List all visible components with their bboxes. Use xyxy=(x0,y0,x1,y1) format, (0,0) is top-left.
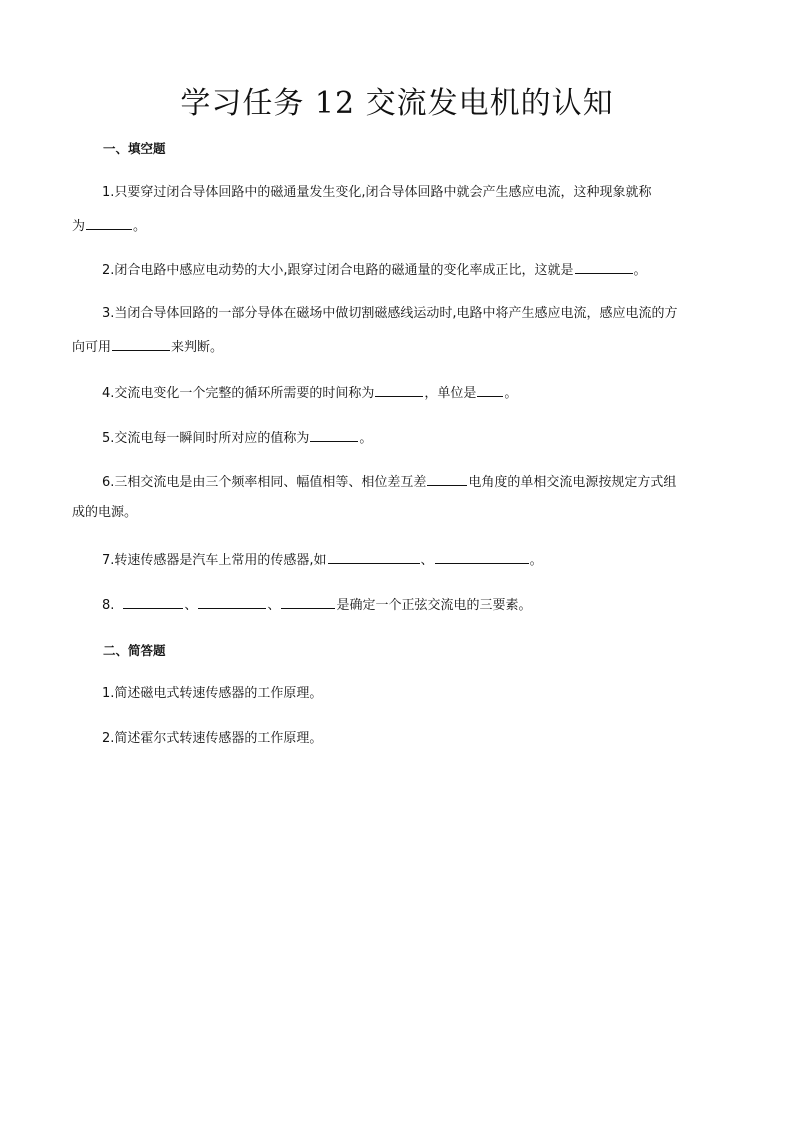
answer-blank-7b[interactable] xyxy=(435,549,529,564)
question-7-sep: 、 xyxy=(420,553,434,568)
question-8-sep1: 、 xyxy=(184,598,198,613)
question-3-end: 来判断。 xyxy=(171,340,224,355)
question-1 xyxy=(72,183,722,235)
question-4-end: 。 xyxy=(504,386,518,401)
question-5-text: 5.交流电每一瞬间时所对应的值称为 xyxy=(102,431,310,446)
question-4-mid: ，单位是 xyxy=(424,386,477,401)
question-4 xyxy=(72,382,722,402)
answer-blank-6[interactable] xyxy=(427,471,467,486)
question-6-text-cont: 成的电源。 xyxy=(72,505,138,520)
short-answer-1-text: 1.简述磁电式转速传感器的工作原理。 xyxy=(102,686,323,701)
question-5-end: 。 xyxy=(359,431,373,446)
answer-blank-5[interactable] xyxy=(310,427,358,442)
short-answer-1 xyxy=(72,684,722,704)
answer-blank-7a[interactable] xyxy=(328,549,420,564)
question-6-text-after: 电角度的单相交流电源按规定方式组 xyxy=(468,475,677,490)
answer-blank-3[interactable] xyxy=(112,336,170,351)
question-3 xyxy=(72,304,722,356)
question-7-text: 7.转速传感器是汽车上常用的传感器,如 xyxy=(102,553,327,568)
question-8 xyxy=(72,594,722,614)
question-2-end: 。 xyxy=(633,263,647,278)
question-1-end: 。 xyxy=(133,219,147,234)
question-2 xyxy=(72,259,722,279)
question-5 xyxy=(72,427,722,447)
question-4-text: 4.交流电变化一个完整的循环所需要的时间称为 xyxy=(102,386,375,401)
question-7 xyxy=(72,549,722,569)
question-7-end: 。 xyxy=(529,553,543,568)
question-8-number: 8. xyxy=(102,598,115,613)
question-1-text: 1.只要穿过闭合导体回路中的磁通量发生变化,闭合导体回路中就会产生感应电流，这种现象就称 xyxy=(102,185,652,200)
question-3-text-cont: 向可用 xyxy=(72,340,112,355)
answer-blank-2[interactable] xyxy=(575,259,633,274)
question-8-sep2: 、 xyxy=(267,598,281,613)
answer-blank-8a[interactable] xyxy=(123,594,183,609)
short-answer-2-text: 2.简述霍尔式转速传感器的工作原理。 xyxy=(102,731,323,746)
answer-blank-8b[interactable] xyxy=(198,594,266,609)
section-heading-short-answer: 二、简答题 xyxy=(103,643,166,658)
question-2-text: 2.闭合电路中感应电动势的大小,跟穿过闭合电路的磁通量的变化率成正比，这就是 xyxy=(102,263,574,278)
answer-blank-1[interactable] xyxy=(86,215,132,230)
question-8-text: 是确定一个正弦交流电的三要素。 xyxy=(336,598,532,613)
page-title: 学习任务 12 交流发电机的认知 xyxy=(180,86,614,121)
question-6 xyxy=(72,471,722,523)
question-6-text: 6.三相交流电是由三个频率相同、幅值相等、相位差互差 xyxy=(102,475,427,490)
question-1-text-cont: 为 xyxy=(72,219,86,234)
section-heading-fill-in: 一、填空题 xyxy=(103,141,166,156)
short-answer-2 xyxy=(72,729,722,749)
answer-blank-4a[interactable] xyxy=(375,382,423,397)
answer-blank-8c[interactable] xyxy=(281,594,335,609)
answer-blank-4b[interactable] xyxy=(477,382,503,397)
question-3-text: 3.当闭合导体回路的一部分导体在磁场中做切割磁感线运动时,电路中将产生感应电流，感应电流的方 xyxy=(102,306,678,321)
